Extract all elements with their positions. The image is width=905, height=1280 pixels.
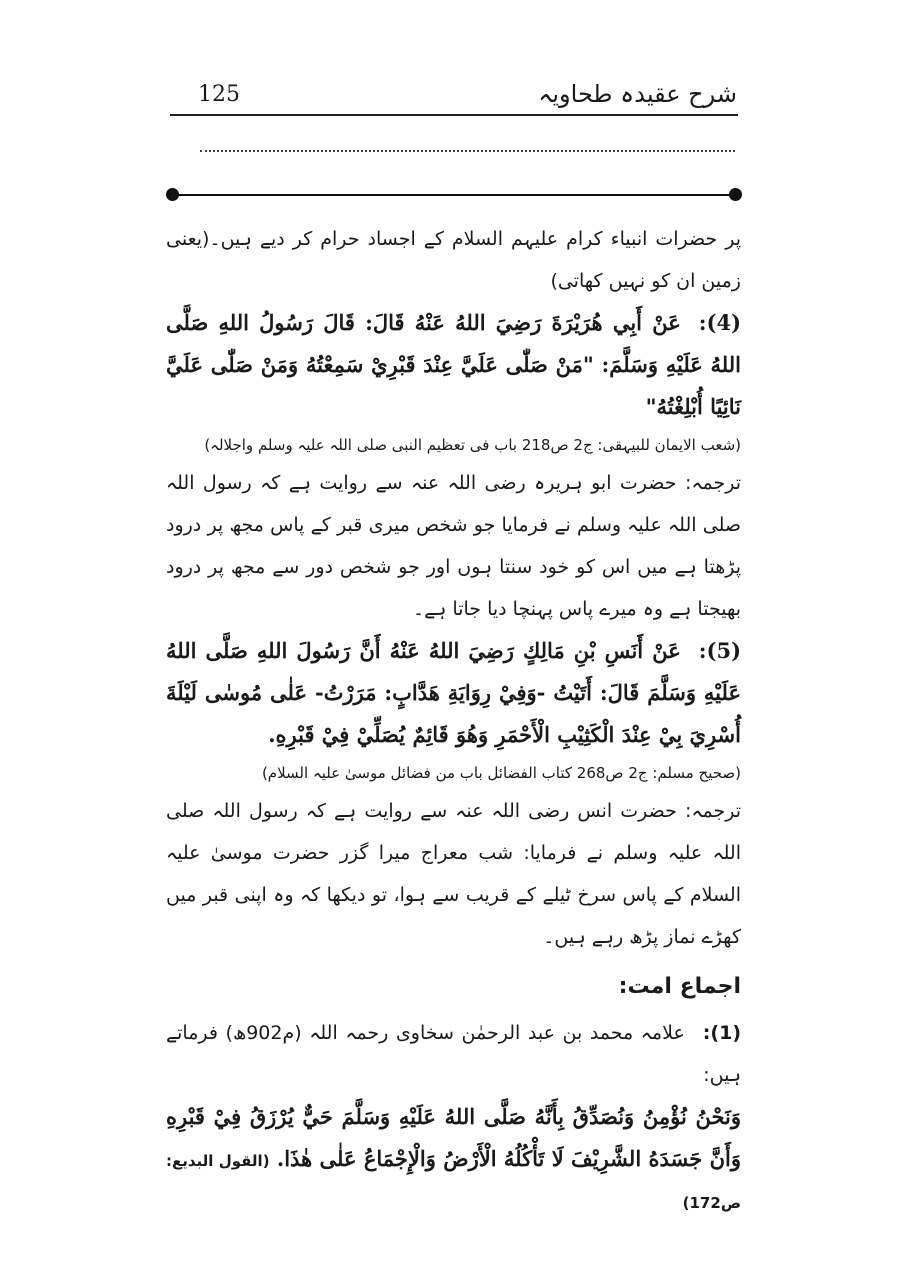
ornament-dot-left	[166, 188, 179, 201]
ijma-1-intro-line	[166, 1012, 741, 1096]
ijma-1-arabic	[166, 1096, 741, 1222]
dotted-rule	[200, 150, 735, 152]
ijma-1-intro: علامہ محمد بن عبد الرحمٰن سخاوی رحمہ اللہ (م902ھ) فرماتے ہیں:	[166, 1022, 741, 1086]
page-body	[166, 218, 741, 1222]
ornament-line	[173, 194, 735, 196]
running-title: شرح عقیدہ طحاویہ	[538, 80, 737, 108]
hadith-5-reference: (صحیح مسلم: ج2 ص268 کتاب الفضائل باب من فضائل موسیٰ علیہ السلام)	[261, 764, 741, 782]
page-number: 125	[198, 82, 240, 107]
ijma-1-reference: (القول البدیع: ص172)	[166, 1152, 741, 1212]
ornament-dot-right	[729, 188, 742, 201]
hadith-5-arabic	[166, 630, 741, 756]
hadith-4-translation: ترجمہ: حضرت ابو ہریرہ رضی اللہ عنہ سے روایت ہے کہ رسول اللہ صلی اللہ علیہ وسلم نے فرمایا جو شخص میری قبر کے پاس مجھ پر درود پڑھتا ہے میں اس کو خود سنتا ہوں اور جو شخص دور سے مجھ پر درود بھیجتا ہے وہ میرے پاس پہنچا دیا جاتا ہے۔	[166, 472, 741, 620]
hadith-4-number: (4):	[698, 310, 741, 335]
hadith-5-text: عَنْ أَنَسِ بْنِ مَالِكٍ رَضِيَ اللهُ عَنْهُ أَنَّ رَسُولَ اللهِ صَلَّى اللهُ عَلَيْهِ وَسَلَّمَ قَالَ: أَتَيْتُ -وَفِيْ رِوَايَةِ هَدَّابٍ: مَرَرْتُ- عَلٰى مُوسٰى لَيْلَةَ أُسْرِيَ بِيْ عِنْدَ الْكَثِيْبِ الْأَحْمَرِ وَهُوَ قَائِمٌ يُصَلِّيْ فِيْ قَبْرِهِ.	[166, 638, 741, 747]
section-heading: اجماع امت:	[618, 974, 741, 999]
intro-paragraph: پر حضرات انبیاء کرام علیہم السلام کے اجساد حرام کر دیے ہیں۔(یعنی زمین ان کو نہیں کھاتی)	[166, 228, 741, 292]
hadith-4-reference: (شعب الایمان للبیہقی: ج2 ص218 باب فی تعظیم النبی صلی اللہ علیہ وسلم واجلالہ)	[204, 436, 741, 454]
hadith-5-translation: ترجمہ: حضرت انس رضی اللہ عنہ سے روایت ہے کہ رسول اللہ صلی اللہ علیہ وسلم نے فرمایا: شب معراج میرا گزر حضرت موسیٰ علیہ السلام کے پاس سرخ ٹیلے کے قریب سے ہوا، تو دیکھا کہ وہ اپنی قبر میں کھڑے نماز پڑھ رہے ہیں۔	[166, 800, 741, 948]
hadith-4-text: عَنْ أَبِي هُرَيْرَةَ رَضِيَ اللهُ عَنْهُ قَالَ: قَالَ رَسُولُ اللهِ صَلَّى اللهُ عَلَيْهِ وَسَلَّمَ: "مَنْ صَلّٰى عَلَيَّ عِنْدَ قَبْرِيْ سَمِعْتُهُ وَمَنْ صَلّٰى عَلَيَّ نَائِيًا أُبْلِغْتُهُ"	[166, 310, 741, 419]
hadith-4-arabic	[166, 302, 741, 428]
hadith-5-number: (5):	[698, 638, 741, 663]
ornament-divider	[166, 188, 742, 202]
ijma-1-text: وَنَحْنُ نُؤْمِنُ وَنُصَدِّقُ بِأَنَّهُ صَلَّى اللهُ عَلَيْهِ وَسَلَّمَ حَيٌّ يُرْزَقُ فِيْ قَبْرِهِ وَأَنَّ جَسَدَهُ الشَّرِيْفَ لَا تَأْكُلُهُ الْأَرْضُ وَالْإِجْمَاعُ عَلٰى هٰذَا.	[166, 1104, 741, 1171]
header-rule	[170, 114, 738, 116]
ijma-1-number: (1):	[702, 1022, 742, 1044]
